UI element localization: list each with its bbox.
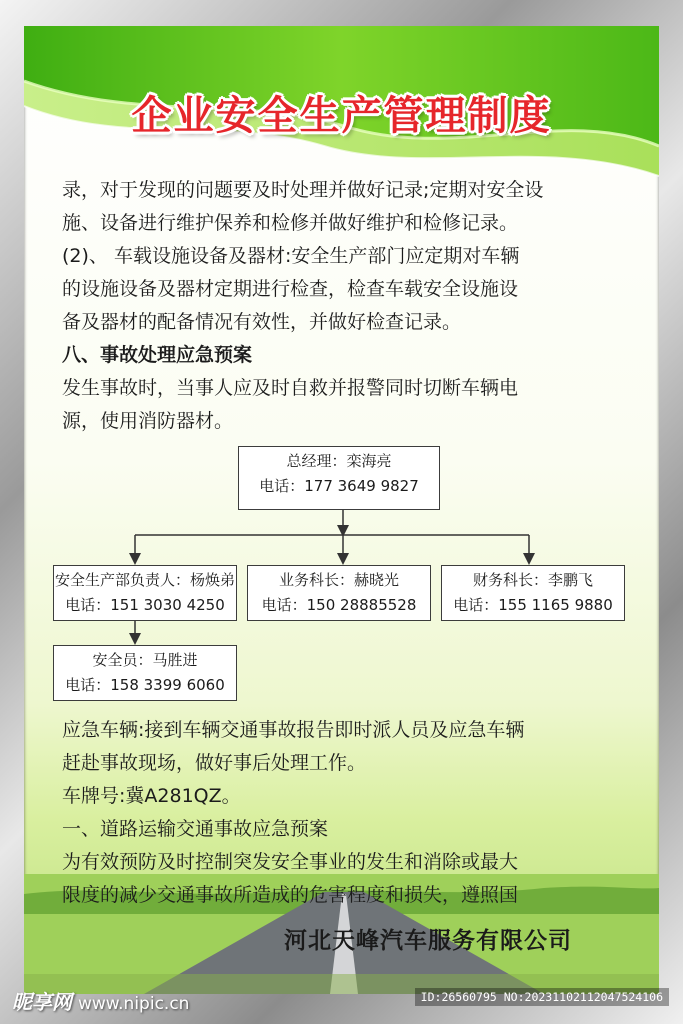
plate-number-line: 车牌号:冀A281QZ。 <box>62 785 241 807</box>
emergency-paragraph <box>62 714 637 912</box>
intro-line: 备及器材的配备情况有效性，并做好检查记录。 <box>62 311 462 333</box>
watermark-site-name: 昵享网 <box>12 990 72 1014</box>
intro-line: 的设施设备及器材定期进行检查，检查车载安全设施设 <box>62 278 519 300</box>
emergency-subheading: 一、道路运输交通事故应急预案 <box>62 818 329 840</box>
org-phone: 电话：150 28885528 <box>261 596 417 614</box>
emergency-line: 限度的减少交通事故所造成的危害程度和损失，遵照国 <box>62 884 519 906</box>
site-watermark <box>12 986 189 1015</box>
org-phone: 电话：177 3649 9827 <box>259 477 419 495</box>
accident-line: 源，使用消防器材。 <box>62 410 234 432</box>
section-heading: 八、事故处理应急预案 <box>62 344 253 366</box>
org-phone: 电话：155 1165 9880 <box>453 596 613 614</box>
emergency-line: 为有效预防及时控制突发安全事业的发生和消除或最大 <box>62 851 519 873</box>
poster-board <box>24 26 659 994</box>
company-name: 河北天峰汽车服务有限公司 <box>284 928 572 954</box>
org-box-safety-officer <box>53 645 237 701</box>
org-role: 安全生产部负责人：杨焕弟 <box>54 571 235 589</box>
intro-line: (2)、 车载设施设备及器材:安全生产部门应定期对车辆 <box>62 245 520 267</box>
intro-line: 录，对于发现的问题要及时处理并做好记录;定期对安全设 <box>62 179 544 201</box>
emergency-line: 应急车辆:接到车辆交通事故报告即时派人员及应急车辆 <box>62 719 525 741</box>
org-role: 财务科长：李鹏飞 <box>472 571 593 589</box>
org-box-finance-chief <box>441 565 625 621</box>
org-phone: 电话：151 3030 4250 <box>65 596 225 614</box>
image-id-label: ID:26560795 NO:20231102112047524106 <box>415 988 669 1006</box>
org-role: 安全员：马胜进 <box>92 651 198 669</box>
org-box-business-chief <box>247 565 431 621</box>
intro-paragraph <box>62 174 637 438</box>
poster-title: 企业安全生产管理制度 <box>131 93 552 139</box>
org-box-safety-head <box>53 565 237 621</box>
org-role: 总经理：栾海亮 <box>286 452 392 470</box>
watermark-url: www.nipic.cn <box>78 994 190 1014</box>
emergency-line: 赶赴事故现场，做好事后处理工作。 <box>62 752 367 774</box>
org-phone: 电话：158 3399 6060 <box>65 676 225 694</box>
accident-line: 发生事故时，当事人应及时自救并报警同时切断车辆电 <box>62 377 519 399</box>
org-box-manager <box>238 446 440 510</box>
org-role: 业务科长：赫晓光 <box>278 571 399 589</box>
intro-line: 施、设备进行维护保养和检修并做好维护和检修记录。 <box>62 212 519 234</box>
